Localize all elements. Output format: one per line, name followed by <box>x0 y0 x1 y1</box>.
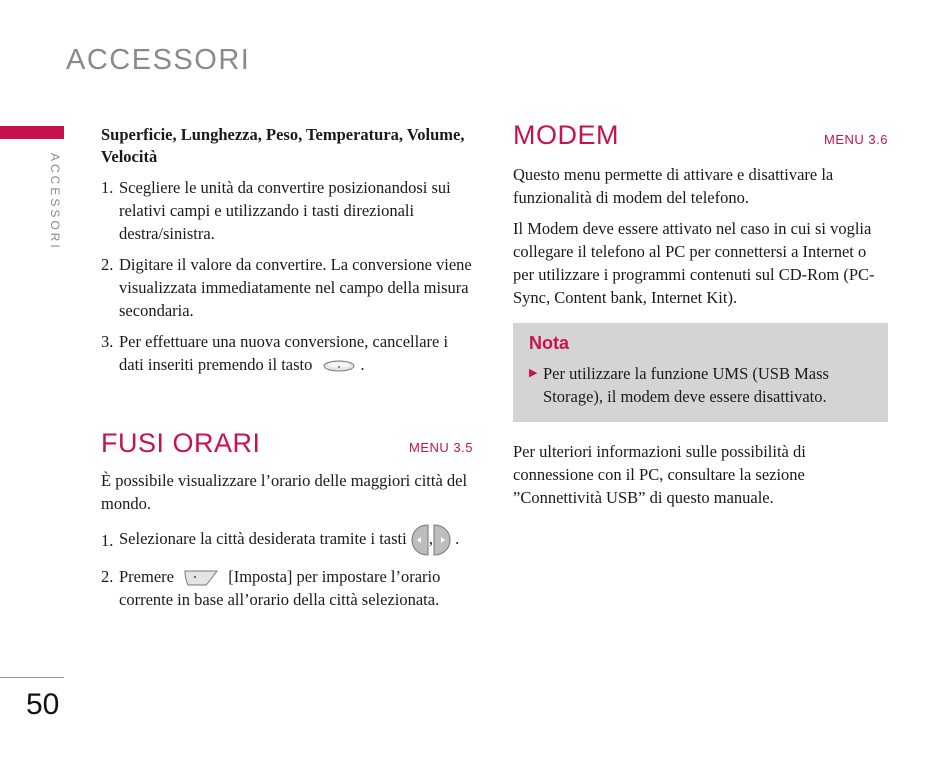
step-text-container <box>119 523 473 557</box>
comma: , <box>428 528 433 548</box>
step-number: 1. <box>101 530 114 550</box>
conversion-heading: Superficie, Lunghezza, Peso, Temperatura, Volume, Velocità <box>101 125 465 166</box>
chapter-title: ACCESSORI <box>66 44 251 76</box>
step-text: Selezionare la città desiderata tramite i tasti <box>119 528 407 548</box>
section-title-modem: MODEM <box>513 120 619 150</box>
step-number: 1. <box>101 178 114 197</box>
left-nav-key-icon <box>411 523 429 557</box>
usb-info-paragraph: Per ulteriori informazioni sulle possibilità di connessione con il PC, consultare la sezione ”Connettività USB” di questo manuale. <box>513 442 806 507</box>
menu-code-3-5: MENU 3.5 <box>409 440 473 455</box>
step-number: 2. <box>101 567 114 586</box>
chapter-marker-bar <box>0 126 64 139</box>
fusi-orari-header <box>101 428 473 459</box>
menu-code-3-6: MENU 3.6 <box>824 132 888 147</box>
note-title: Nota <box>529 333 569 353</box>
step-text: Digitare il valore da convertire. La conversione viene visualizzata immediatamente nel campo della misura secondaria. <box>119 255 472 320</box>
step-number: 2. <box>101 255 114 274</box>
modem-paragraph-1: Questo menu permette di attivare e disattivare la funzionalità di modem del telefono. <box>513 165 834 207</box>
fusi-step-1 <box>101 523 473 557</box>
step-text: Scegliere le unità da convertire posizionandosi sui relativi campi e utilizzando i tasti direzionali destra/sinistra. <box>119 178 451 243</box>
side-chapter-label: ACCESSORI <box>48 153 62 251</box>
conversion-step-1 <box>101 176 473 245</box>
step-text-container <box>119 330 473 376</box>
step-text-end: [Imposta] per impostare l’orario corrente in base all’orario della città selezionata. <box>119 567 441 609</box>
step-text-end: . <box>360 355 365 374</box>
fusi-intro: È possibile visualizzare l’orario delle maggiori città del mondo. <box>101 471 468 513</box>
page-number-rule <box>0 677 64 678</box>
fusi-step-2 <box>101 565 473 611</box>
section-title-fusi-orari: FUSI ORARI <box>101 428 261 458</box>
step-text: Premere <box>119 567 174 586</box>
modem-header <box>513 120 888 151</box>
page-number: 50 <box>26 688 60 721</box>
step-text: Per effettuare una nuova conversione, cancellare i dati inseriti premendo il tasto <box>119 332 449 374</box>
modem-paragraph-2: Il Modem deve essere attivato nel caso in cui si voglia collegare il telefono al PC per connettersi a Internet o per utilizzare i programmi contenuti sul CD-Rom (PC-Sync, Content bank, Internet Kit). <box>513 219 875 307</box>
right-nav-key-icon <box>433 523 451 557</box>
conversion-step-3 <box>101 330 473 376</box>
conversion-step-2 <box>101 253 473 322</box>
step-text-container <box>119 565 473 611</box>
step-number: 3. <box>101 332 114 351</box>
step-text-end: . <box>455 528 460 548</box>
note-box <box>513 323 888 422</box>
right-column <box>513 120 888 517</box>
left-soft-key-icon <box>184 569 218 587</box>
clear-key-icon <box>323 360 355 372</box>
left-column <box>101 124 473 619</box>
note-triangle-icon: ▶ <box>529 367 538 379</box>
note-text: Per utilizzare la funzione UMS (USB Mass Storage), il modem deve essere disattivato. <box>543 364 829 406</box>
note-item <box>529 362 872 408</box>
